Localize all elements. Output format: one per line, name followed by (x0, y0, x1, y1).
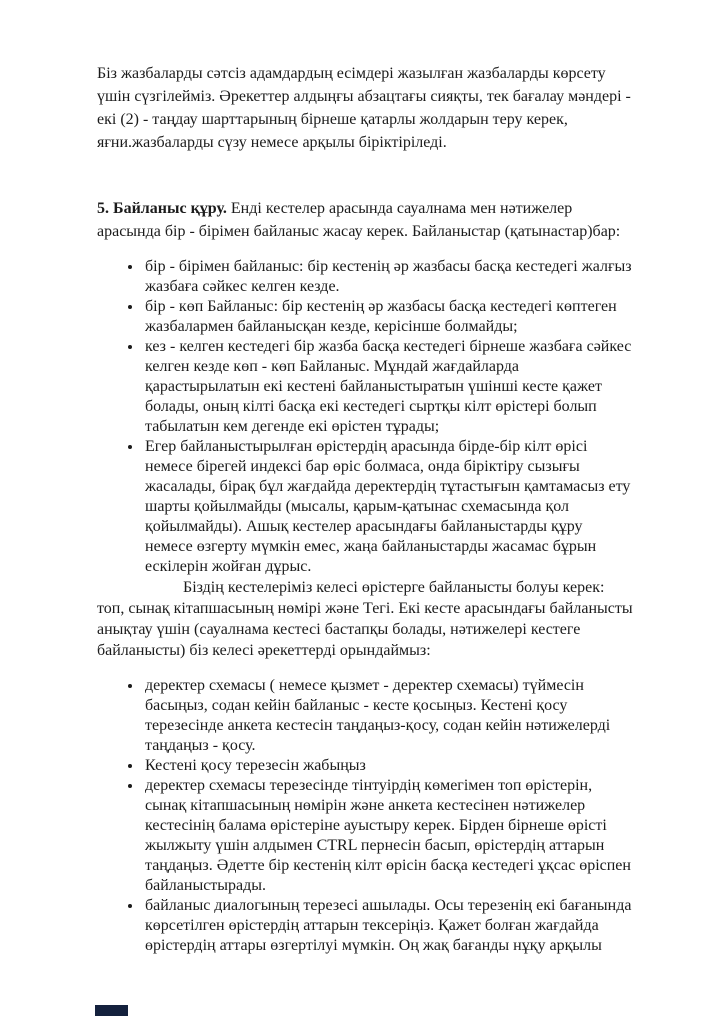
list-item: • бір - көп Байланыс: бір кестенің әр жазбасы басқа кестедегі көптеген жазбалармен байланысқан кезде, керісінше болмайды; (143, 297, 634, 337)
list-item: • деректер схемасы терезесінде тінтуірдің көмегімен топ өрістерін, сынақ кітапшасының нөмірін және анкета кестесінен нәтижелер кестесінің балама өрістеріне ауыстыру керек. Бірден бірнеше өрісті жылжыту үшін алдымен CTRL пернесін басып, өрістердің аттарын таңдаңыз. Әдетте бір кестенің кілт өрісін басқа кестедегі ұқсас өріспен байланыстырады. (143, 776, 634, 896)
bottom-left-artifact (95, 1005, 128, 1016)
relation-types-list (97, 257, 634, 577)
steps-list (97, 676, 634, 956)
paragraph-section-5 (97, 197, 634, 243)
list-item: • кез - келген кестедегі бір жазба басқа кестедегі бірнеше жазбаға сәйкес келген кезде көп - көп Байланыс. Мұндай жағдайларда қарастырылатын екі кестені байланыстыратын үшінші кесте қажет болады, оның кілті басқа екі кестедегі сыртқы кілт өрістері болып табылатын кем дегенде екі өрістен тұрады; (143, 337, 634, 437)
list-item: • бір - бірімен байланыс: бір кестенің әр жазбасы басқа кестедегі жалғыз жазбаға сәйкес келген кезде. (143, 257, 634, 297)
paragraph-filter-records: Біз жазбаларды сәтсіз адамдардың есімдері жазылған жазбаларды көрсету үшін сүзгілейміз. Әрекеттер алдыңғы абзацтағы сияқты, тек бағалау мәндері - екі (2) - таңдау шарттарының бірнеше қатарлы жолдарын теру керек, яғни.жазбаларды сүзу немесе арқылы біріктіріледі. (97, 65, 631, 151)
list-item: • Кестені қосу терезесін жабыңыз (143, 756, 634, 776)
document-content (97, 62, 634, 956)
list-item: • деректер схемасы ( немесе қызмет - деректер схемасы) түймесін басыңыз, содан кейін байланыс - кесте қосыңыз. Кестені қосу терезесінде анкета кестесін таңдаңыз-қосу, содан кейін нәтижелерді таңдаңыз - қосу. (143, 676, 634, 756)
paragraph-table-fields: Біздің кестелеріміз келесі өрістерге байланысты болуы керек: топ, сынақ кітапшасының нөмірі және Тегі. Екі кесте арасындағы байланысты анықтау үшін (сауалнама кестесі бастапқы болады, нәтижелері кестеге байланысты) біз келесі әрекеттерді орындаймыз: (97, 579, 633, 659)
list-item: • Егер байланыстырылған өрістердің арасында бірде-бір кілт өрісі немесе бірегей индексі бар өріс болмаса, онда біріктіру сызығы жасалады, бірақ бұл жағдайда деректердің тұтастығын қамтамасыз ету шарты қойылмайды (мысалы, қарым-қатынас схемасында қол қойылмайды). Ашық кестелер арасындағы байланыстарды құру немесе өзгерту мүмкін емес, жаңа байланыстарды жасамас бұрын ескілерін жойған дұрыс. (143, 437, 634, 577)
section-heading: 5. Байланыс құру. (97, 200, 227, 217)
section-intro-text: Енді кестелер арасында сауалнама мен нәтижелер арасында бір - бірімен байланыс жасау керек. Байланыстар (қатынастар)бар: (97, 200, 621, 240)
list-item: • байланыс диалогының терезесі ашылады. Осы терезенің екі бағанында көрсетілген өрістердің аттарын тексеріңіз. Қажет болған жағдайда өрістердің аттары өзгертілуі мүмкін. Оң жақ бағанды нұқу арқылы (143, 896, 634, 956)
